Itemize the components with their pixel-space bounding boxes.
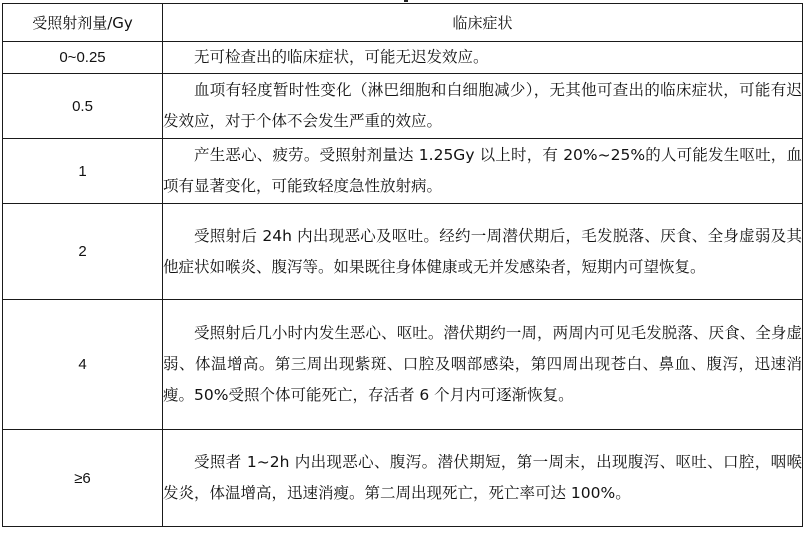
header-dose: 受照射剂量/Gy [3, 4, 163, 42]
symptom-cell: 受照射后 24h 内出现恶心及呕吐。经约一周潜伏期后，毛发脱落、厌食、全身虚弱及其他症状如喉炎、腹泻等。如果既往身体健康或无并发感染者，短期内可望恢复。 [163, 204, 803, 300]
dose-cell: 2 [3, 204, 163, 300]
radiation-dose-symptom-table [2, 3, 803, 527]
dose-cell: 0~0.25 [3, 42, 163, 74]
table-header-row [3, 4, 803, 42]
dose-cell: 1 [3, 139, 163, 204]
dose-cell: ≥6 [3, 430, 163, 527]
symptom-cell: 无可检查出的临床症状，可能无迟发效应。 [163, 42, 803, 74]
dose-cell: 4 [3, 300, 163, 430]
table-row [3, 42, 803, 74]
table-row [3, 74, 803, 139]
header-symptoms: 临床症状 [163, 4, 803, 42]
symptom-cell: 受照者 1~2h 内出现恶心、腹泻。潜伏期短，第一周末，出现腹泻、呕吐、口腔，咽喉发炎，体温增高，迅速消瘦。第二周出现死亡，死亡率可达 100%。 [163, 430, 803, 527]
table-row [3, 204, 803, 300]
symptom-cell: 血项有轻度暂时性变化（淋巴细胞和白细胞减少），无其他可查出的临床症状，可能有迟发效应，对于个体不会发生严重的效应。 [163, 74, 803, 139]
table-row [3, 139, 803, 204]
dose-cell: 0.5 [3, 74, 163, 139]
table-row [3, 430, 803, 527]
cut-off-text-fragment [404, 0, 408, 2]
symptom-cell: 产生恶心、疲劳。受照射剂量达 1.25Gy 以上时，有 20%~25%的人可能发生呕吐，血项有显著变化，可能致轻度急性放射病。 [163, 139, 803, 204]
table-row [3, 300, 803, 430]
symptom-cell: 受照射后几小时内发生恶心、呕吐。潜伏期约一周，两周内可见毛发脱落、厌食、全身虚弱、体温增高。第三周出现紫斑、口腔及咽部感染，第四周出现苍白、鼻血、腹泻，迅速消瘦。50%受照个体可能死亡，存活者 6 个月内可逐渐恢复。 [163, 300, 803, 430]
